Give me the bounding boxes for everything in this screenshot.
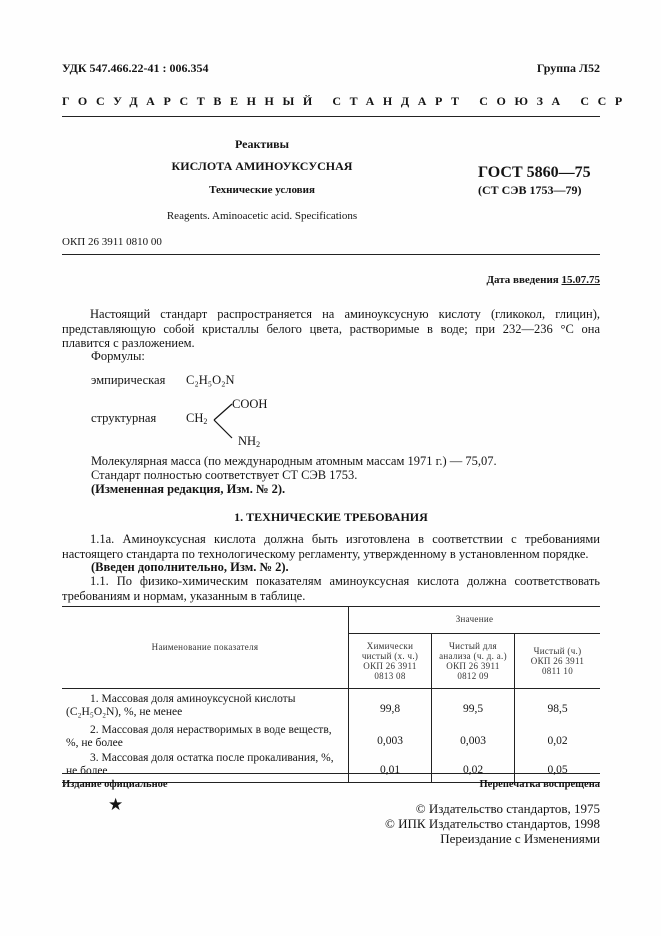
doc-subtitle: Технические условия	[209, 184, 315, 196]
copyright-1975: © Издательство стандартов, 1975	[415, 801, 600, 816]
intro-date-value: 15.07.75	[561, 274, 600, 286]
reprint-prohibited: Перепечатка воспрещена	[479, 779, 600, 790]
header-rule	[62, 116, 600, 117]
reissue-note: Переиздание с Изменениями	[440, 831, 600, 846]
doc-category: Реактивы	[234, 137, 290, 151]
empirical-formula: C₂H₅O₂N	[186, 373, 235, 387]
scope-paragraph: Настоящий стандарт распространяется на аминоуксусную кислоту (гликокол, глицин), представляющую собой кристаллы белого цвета, растворимые в воде; при 232—236 °С она плавится с разложением.	[62, 307, 600, 350]
requirements-table	[62, 606, 600, 783]
clause-1-1a: 1.1а. Аминоуксусная кислота должна быть изготовлена в соответствии с требованиями настоящего стандарта по технологическому регламенту, утвержденному в установленном порядке.	[62, 532, 600, 561]
structural-label: структурная	[91, 411, 157, 425]
empirical-label: эмпирическая	[91, 373, 166, 387]
udk-code: УДК 547.466.22-41 : 006.354	[62, 61, 209, 75]
copyright-block	[330, 801, 600, 846]
okp-code: ОКП 26 3911 0810 00	[62, 236, 162, 248]
header-grade-chda-pure: Химически чистый (х. ч.) ОКП 26 3911 0813 08	[349, 633, 432, 688]
structural-cooh: COOH	[232, 397, 268, 411]
copyright-1998: © ИПК Издательство стандартов, 1998	[385, 816, 600, 831]
state-standard-banner: ГОСУДАРСТВЕННЫЙ СТАНДАРТ СОЮЗА ССР	[62, 94, 631, 108]
table-row: 1. Массовая доля аминоуксусной кислоты (C₂H₅O₂N), %, не менее 99,8 99,5 98,5	[62, 688, 600, 724]
gost-number: ГОСТ 5860—75	[478, 164, 591, 181]
section-1-title: 1. ТЕХНИЧЕСКИЕ ТРЕБОВАНИЯ	[234, 510, 428, 524]
table-row: 2. Массовая доля нерастворимых в воде веществ, %, не более 0,003 0,003 0,02	[62, 724, 600, 752]
header-value: Значение	[455, 614, 494, 625]
compliance-note: Стандарт полностью соответствует СТ СЭВ 1753.	[91, 468, 358, 482]
footer-rule	[62, 773, 600, 774]
formulas-label: Формулы:	[91, 349, 145, 363]
st-sev-number: (СТ СЭВ 1753—79)	[478, 183, 582, 197]
header-indicator-name: Наименование показателя	[151, 641, 259, 652]
structural-ch2: $CH_2$	[186, 411, 208, 426]
clause-1-1: 1.1. По физико-химическим показателям аминоуксусная кислота должна соответствовать требованиям и нормам, указанным в таблице.	[62, 574, 600, 603]
doc-title: КИСЛОТА АМИНОУКСУСНАЯ	[171, 159, 353, 173]
doc-title-english: Reagents. Aminoacetic acid. Specifications	[166, 210, 358, 222]
intro-date	[430, 274, 600, 286]
star-icon: ★	[108, 795, 124, 814]
official-edition: Издание официальное	[62, 779, 168, 790]
edit-note: (Измененная редакция, Изм. № 2).	[91, 482, 286, 496]
header-grade-analysis: Чистый для анализа (ч. д. а.) ОКП 26 3911 0812 09	[432, 633, 515, 688]
table-row: 3. Массовая доля остатка после прокаливания, %, не более 0,01 0,02 0,05	[62, 752, 600, 782]
molar-mass: Молекулярная масса (по международным атомным массам 1971 г.) — 75,07.	[91, 454, 497, 468]
structural-nh2: $NH_2$	[238, 434, 261, 449]
introduced-note: (Введен дополнительно, Изм. № 2).	[91, 560, 289, 574]
header-grade-pure: Чистый (ч.) ОКП 26 3911 0811 10	[515, 633, 601, 688]
group-code: Группа Л52	[536, 61, 600, 75]
intro-date-label: Дата введения	[486, 274, 559, 286]
title-rule	[62, 254, 600, 255]
